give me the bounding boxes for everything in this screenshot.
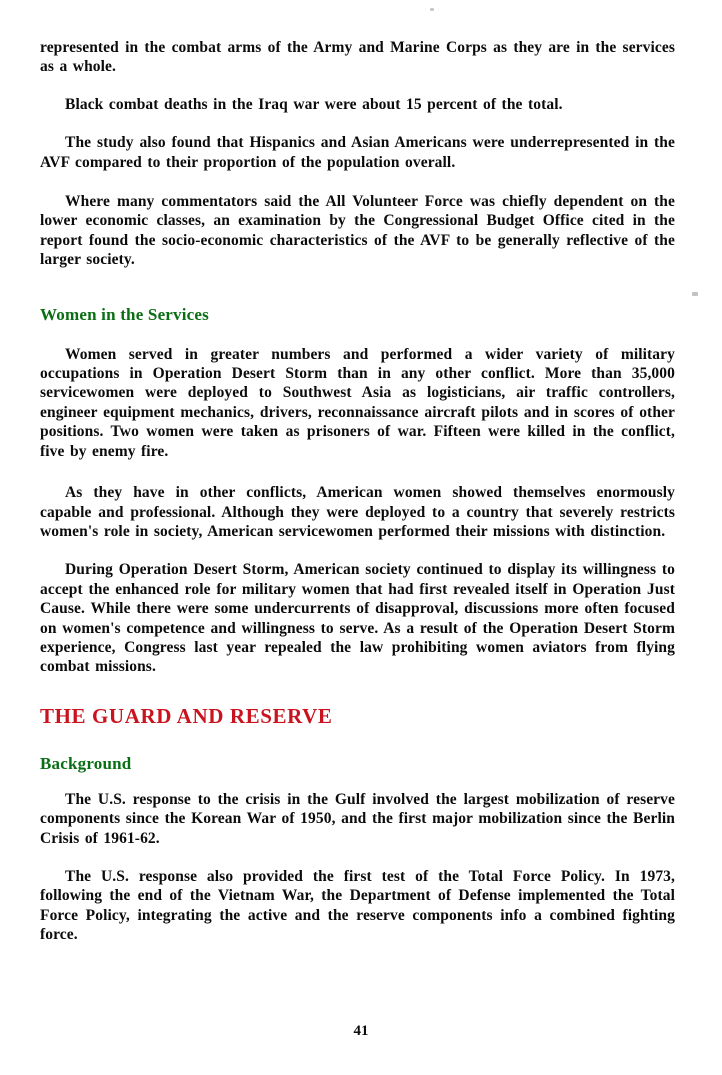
paragraph-women-capable: As they have in other conflicts, American women showed themselves enormously capable and professional. Although they were deployed to a country that severely restricts women's role in society, American servicewomen performed their missions with distinction. [40, 484, 675, 540]
paragraph-us-response-mobilization: The U.S. response to the crisis in the Gulf involved the largest mobilization of reserve components since the Korean War of 1950, and the first major mobilization since the Berlin Crisis of 1961-62. [40, 790, 675, 847]
scan-artifact-dot [430, 8, 434, 11]
section-heading-women-in-services: Women in the Services [40, 304, 209, 324]
paragraph-study-hispanics-asians: The study also found that Hispanics and Asian Americans were underrepresented in the AVF compared to their proportion of the population overall. [40, 134, 675, 171]
paragraph-commentators-avf: Where many commentators said the All Volunteer Force was chiefly dependent on the lower economic classes, an examination by the Congressional Budget Office cited in the report found the socio-economic characteristics of the AVF to be generally reflective of the larger society. [40, 193, 675, 269]
scan-artifact-dot [692, 292, 698, 296]
paragraph-total-force-policy: The U.S. response also provided the first test of the Total Force Policy. In 1973, following the end of the Vietnam War, the Department of Defense implemented the Total Force Policy, integrating the active and the reserve components info a combined fighting force. [40, 867, 675, 944]
paragraph-black-combat-deaths: Black combat deaths in the Iraq war were about 15 percent of the total. [65, 95, 563, 113]
page-number: 41 [353, 1023, 369, 1039]
paragraph-continuation: represented in the combat arms of the Army and Marine Corps as they are in the services as a whole. [40, 39, 675, 76]
section-heading-guard-and-reserve: THE GUARD AND RESERVE [40, 703, 333, 728]
paragraph-desert-storm-society: During Operation Desert Storm, American society continued to display its willingness to accept the enhanced role for military women that had first revealed itself in Operation Just Cause. While there were some undercurrents of disapproval, discussions more often focused on women's competence and willingness to serve. As a result of the Operation Desert Storm experience, Congress last year repealed the law prohibiting women aviators from flying combat missions. [40, 561, 675, 676]
paragraph-women-served: Women served in greater numbers and performed a wider variety of military occupations in Operation Desert Storm than in any other conflict. More than 35,000 servicewomen were deployed to Southwest Asia as logisticians, air traffic controllers, engineer equipment mechanics, drivers, reconnaissance aircraft pilots and in scores of other positions. Two women were taken as prisoners of war. Fifteen were killed in the conflict, five by enemy fire. [40, 345, 675, 460]
section-heading-background: Background [40, 753, 132, 773]
